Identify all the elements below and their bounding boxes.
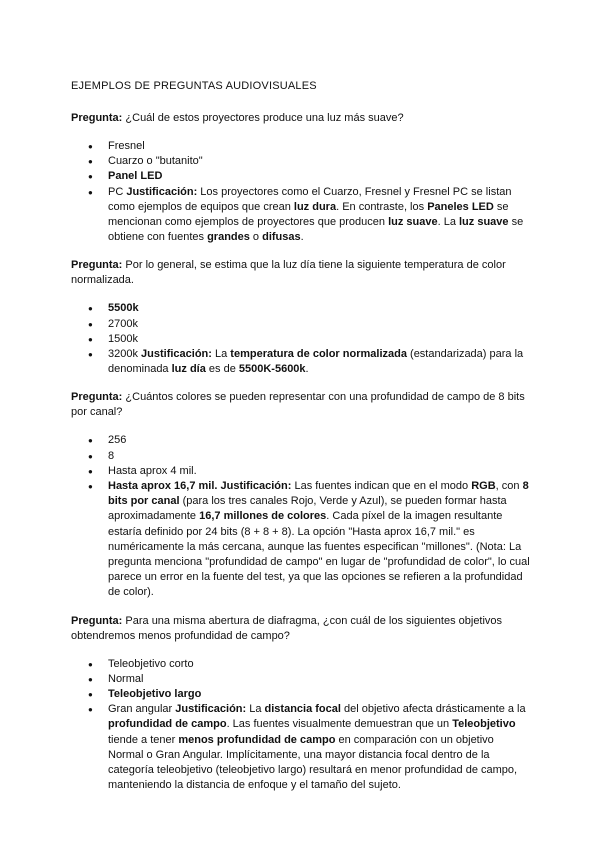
bold-text: distancia focal [264,703,341,716]
bold-text: luz suave [459,216,509,229]
bold-text: Paneles LED [427,200,494,213]
option-text: 1500k [108,332,138,345]
option-text: 2700k [108,317,138,330]
bold-text: luz dura [293,200,337,213]
option-text: en comparación con un objetivo Normal o Gran Angular. Implícitamente, una mayor distancia focal dentro de la categoría teleobjetivo (teleobjetivo largo) resultará en menor profundidad de campo, manteniendo la distancia de enfoque y el tamaño del sujeto. [108,733,518,792]
question-3 [71,390,531,420]
options-list [71,433,531,600]
option-item [71,702,531,793]
question-label: Pregunta: [71,112,123,124]
option-text: tiende a tener [108,733,179,746]
bold-text: Panel LED [108,170,163,183]
option-text: Cuarzo o "butanito" [108,155,203,168]
options-list [71,301,531,377]
bold-text: Teleobjetivo largo [108,688,202,701]
option-text: Teleobjetivo corto [108,657,194,670]
bold-text: grandes [207,231,250,244]
option-text: es de [205,363,239,376]
question-label: Pregunta: [71,259,123,272]
option-text: La [246,703,265,716]
option-text: 8 [108,449,115,462]
option-text: , con [495,480,523,493]
option-text: . [305,363,309,376]
question-2 [71,258,531,288]
option-text: . Cada píxel de la imagen resultante estaría definido por 24 bits (8 + 8 + 8). La opción "Hasta aprox 16,7 mil." es numéricamente la más cercana, aunque las fuentes especifican "millones". (Nota: La pregunta menciona "profundidad de campo" en lugar de "profundidad de color", lo cual parece un error en la fuente del test, ya que las opciones se refieren a la profundidad de color). [108,510,530,599]
option-item [71,317,531,332]
option-text: Normal [108,672,144,685]
bold-text: Justificación: [175,703,247,716]
bold-text: RGB [471,480,496,493]
option-text: Las fuentes indican que en el modo [291,480,472,493]
question-text: Para una misma abertura de diafragma, ¿con cuál de los siguientes objetivos obtendremos menos profundidad de campo? [71,614,503,642]
bold-text: Hasta aprox 16,7 mil. Justificación: [108,480,292,493]
bold-text: Justificación: [141,348,212,361]
bold-text: 16,7 millones de colores [199,510,327,523]
bold-text: difusas [262,231,301,244]
option-text: PC [108,185,127,198]
questions-container [71,111,531,794]
option-item [71,449,531,464]
option-item [71,672,531,687]
bold-text: 5500K-5600k [238,363,306,376]
option-item [71,657,531,672]
option-text: Los proyectores como el Cuarzo, Fresnel y Fresnel PC se listan como ejemplos de equipos que crean [108,185,512,213]
bold-text: 8 bits por canal [108,480,529,508]
bold-text: 5500k [108,302,139,315]
options-list [71,657,531,794]
bold-text: luz suave [388,216,438,229]
option-item [71,433,531,448]
question-label: Pregunta: [71,614,123,627]
bold-text: menos profundidad de campo [178,733,336,746]
option-item [71,479,531,601]
option-text: se obtiene con fuentes [108,216,524,244]
option-text: Hasta aprox 4 mil. [108,464,197,477]
option-text: se mencionan como ejemplos de proyectores que producen [108,200,509,229]
option-text: Fresnel [108,140,145,152]
bold-text: temperatura de color normalizada [230,348,407,361]
option-item [71,347,531,377]
bold-text: profundidad de campo [108,718,227,731]
option-item [71,185,531,246]
bold-text: luz día [171,363,206,376]
option-text: . En contraste, los [336,200,428,213]
option-item [71,169,531,184]
document-title: EJEMPLOS DE PREGUNTAS AUDIOVISUALES [71,80,317,92]
option-text: o [249,231,263,244]
option-item [71,687,531,702]
option-text: (estandarizada) para la denominada [108,348,524,376]
bold-text: Teleobjetivo [452,718,516,731]
bold-text: Justificación: [126,185,198,198]
option-text: . Las fuentes visualmente demuestran que un [226,718,453,731]
question-text: ¿Cuál de estos proyectores produce una luz más suave? [122,112,404,124]
option-text: . La [437,216,459,229]
option-item [71,139,531,154]
question-text: ¿Cuántos colores se pueden representar con una profundidad de campo de 8 bits por canal? [71,391,525,419]
question-4 [71,614,531,644]
option-text: Gran angular [108,703,176,716]
option-text: del objetivo afecta drásticamente a la [340,703,526,716]
option-item [71,301,531,316]
option-item [71,332,531,347]
question-label: Pregunta: [71,391,123,404]
question-text: Por lo general, se estima que la luz día tiene la siguiente temperatura de color normalizada. [71,259,506,287]
option-text: (para los tres canales Rojo, Verde y Azul), se pueden formar hasta aproximadamente [108,495,507,523]
option-item [71,464,531,479]
option-text: 3200k [108,348,142,361]
option-text: . [300,231,304,244]
option-text: La [211,348,231,361]
document-page [71,80,531,807]
question-1 [71,111,531,126]
option-item [71,154,531,169]
option-text: 256 [108,434,127,447]
options-list [71,139,531,245]
